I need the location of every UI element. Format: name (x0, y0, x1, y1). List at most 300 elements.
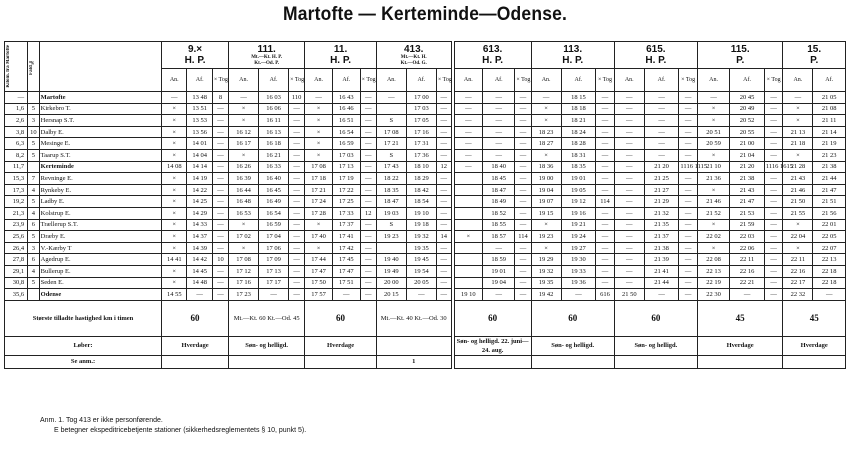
km-cell: 21,3 (5, 207, 28, 219)
time-cell (453, 184, 483, 196)
time-cell: 21 23 (813, 149, 846, 161)
af-col-header: Af. (406, 69, 436, 92)
time-cell: 13 56 (187, 126, 212, 138)
time-cell: 21 14 (813, 126, 846, 138)
time-cell: 1116 1615 (764, 161, 783, 173)
time-cell: × (783, 149, 813, 161)
tog-col-header: × Tog (212, 69, 228, 92)
time-cell: 22 16 (730, 265, 765, 277)
time-cell: 18 42 (406, 184, 436, 196)
time-cell: 21 25 (644, 173, 679, 185)
time-cell: — (614, 115, 644, 127)
af-col-header: Af. (730, 69, 765, 92)
time-cell: 20 49 (730, 103, 765, 115)
time-cell: — (515, 289, 531, 301)
see-note-value (697, 355, 782, 368)
note-1: Anm. 1. Tog 413 er ikke personførende. (40, 417, 163, 424)
time-cell: — (289, 138, 305, 150)
tog-col-header: × Tog (515, 69, 531, 92)
time-cell: 19 42 (531, 289, 561, 301)
time-cell: 21 46 (783, 184, 813, 196)
time-cell: 17 23 (229, 289, 259, 301)
time-cell: 13 51 (187, 103, 212, 115)
time-cell: — (289, 242, 305, 254)
time-cell: — (644, 103, 679, 115)
km-cell: 8,2 (5, 149, 28, 161)
time-cell: 22 05 (813, 231, 846, 243)
time-cell: — (212, 277, 228, 289)
max-speed-value: Mt.—Kt. 60 Kt.—Od. 45 (229, 300, 305, 336)
time-cell: 14 01 (187, 138, 212, 150)
time-cell: — (305, 92, 333, 104)
time-cell: × (162, 138, 187, 150)
time-cell: 14 08 (162, 161, 187, 173)
time-cell: — (515, 92, 531, 104)
time-cell: — (360, 231, 376, 243)
tog-col-header: × Tog (360, 69, 376, 92)
runs-on-value: Hverdage (783, 336, 846, 355)
see-note-value (453, 355, 532, 368)
time-cell: — (212, 173, 228, 185)
time-cell: 16 12 (229, 126, 259, 138)
time-cell: × (162, 207, 187, 219)
time-cell: 14 19 (187, 173, 212, 185)
time-cell: 16 54 (332, 126, 360, 138)
fald-header (28, 42, 40, 92)
time-cell (453, 207, 483, 219)
time-cell: — (730, 289, 765, 301)
time-cell: 17 37 (332, 219, 360, 231)
train-type: Mt.—Kt. H. (400, 54, 427, 60)
time-cell: × (162, 196, 187, 208)
time-cell: — (764, 231, 783, 243)
time-cell: 16 53 (229, 207, 259, 219)
time-cell: — (436, 289, 452, 301)
km-cell: 27,8 (5, 254, 28, 266)
tog-col-header: × Tog (679, 69, 698, 92)
fald-cell: 5 (28, 277, 40, 289)
time-cell: — (162, 92, 187, 104)
time-cell: — (614, 277, 644, 289)
time-cell: 16 59 (259, 219, 289, 231)
train-header (229, 42, 305, 69)
km-cell: 30,8 (5, 277, 28, 289)
time-cell: — (644, 149, 679, 161)
fald-cell: 4 (28, 184, 40, 196)
time-cell: — (515, 207, 531, 219)
time-cell: 18 28 (561, 138, 596, 150)
time-cell: — (453, 126, 483, 138)
runs-on-value: Søn- og helligd. 22. juni—24. aug. (453, 336, 532, 355)
train-number: 115. (730, 44, 750, 55)
time-cell: — (531, 92, 561, 104)
time-cell: 14 55 (162, 289, 187, 301)
time-cell: 16 54 (259, 207, 289, 219)
time-cell: 17 00 (406, 92, 436, 104)
km-cell: 1,6 (5, 103, 28, 115)
time-cell: × (305, 126, 333, 138)
time-cell: 16 39 (229, 173, 259, 185)
time-cell: — (515, 126, 531, 138)
time-cell: — (289, 184, 305, 196)
train-header (453, 42, 532, 69)
time-cell: × (305, 219, 333, 231)
time-cell: 19 29 (531, 254, 561, 266)
table-row (5, 126, 846, 138)
time-cell: 19 30 (561, 254, 596, 266)
time-cell: 21 46 (697, 196, 729, 208)
time-cell: × (162, 149, 187, 161)
time-cell: — (360, 138, 376, 150)
train-type: P. (736, 55, 745, 66)
table-row (5, 265, 846, 277)
time-cell: — (515, 161, 531, 173)
time-cell: 17 05 (406, 115, 436, 127)
af-col-header: Af. (187, 69, 212, 92)
time-cell: — (614, 196, 644, 208)
train-header (305, 42, 377, 69)
fald-cell (28, 289, 40, 301)
station-name: Agedrup E. (39, 254, 161, 266)
time-cell: 20 15 (376, 289, 406, 301)
time-cell: × (783, 103, 813, 115)
station-name: Dalby E. (39, 126, 161, 138)
time-cell: 17 19 (332, 173, 360, 185)
time-cell: × (162, 277, 187, 289)
time-cell: 20 45 (730, 92, 765, 104)
time-cell: — (614, 92, 644, 104)
fald-cell: 3 (28, 115, 40, 127)
time-cell: — (436, 149, 452, 161)
time-cell: 10 (212, 254, 228, 266)
time-cell: — (406, 289, 436, 301)
train-number: 111. (257, 43, 276, 55)
train-header (162, 42, 229, 69)
fald-cell: 3 (28, 242, 40, 254)
runs-on-value (376, 336, 452, 355)
time-cell: — (436, 207, 452, 219)
train-type: H. P. (482, 55, 504, 66)
station-name: Trællerup S.T. (39, 219, 161, 231)
time-cell: — (515, 196, 531, 208)
time-cell: — (289, 196, 305, 208)
time-cell: — (764, 126, 783, 138)
time-cell: — (483, 115, 515, 127)
time-cell: × (162, 184, 187, 196)
time-cell: — (614, 149, 644, 161)
time-cell: 17 41 (332, 231, 360, 243)
time-cell: 19 12 (561, 196, 596, 208)
train-header (697, 42, 782, 69)
time-cell: — (212, 265, 228, 277)
time-cell: — (596, 138, 615, 150)
time-cell: 114 (515, 231, 531, 243)
train-header (376, 42, 452, 69)
an-col-header: An. (531, 69, 561, 92)
time-cell: — (289, 115, 305, 127)
time-cell: 16 21 (259, 149, 289, 161)
time-cell: 21 11 (813, 115, 846, 127)
time-cell: × (162, 126, 187, 138)
time-cell: 17 04 (259, 231, 289, 243)
time-cell: 18 54 (406, 196, 436, 208)
time-cell: × (229, 115, 259, 127)
time-cell: × (162, 231, 187, 243)
table-row (5, 184, 846, 196)
time-cell: × (305, 115, 333, 127)
time-cell: 8 (212, 92, 228, 104)
max-speed-label: Største tilladte hastighed km i timen (5, 300, 162, 336)
time-cell: — (783, 92, 813, 104)
time-cell: 17 31 (406, 138, 436, 150)
time-cell: × (697, 115, 729, 127)
time-cell: — (596, 115, 615, 127)
time-cell: — (360, 219, 376, 231)
time-cell: 19 10 (406, 207, 436, 219)
time-cell: 17 03 (332, 149, 360, 161)
time-cell: — (289, 173, 305, 185)
time-cell: 12 (436, 161, 452, 173)
time-cell: — (212, 184, 228, 196)
time-cell: — (764, 184, 783, 196)
time-cell: 21 55 (783, 207, 813, 219)
time-cell: — (679, 277, 698, 289)
time-cell: — (679, 231, 698, 243)
time-cell: — (212, 289, 228, 301)
time-cell: 17 06 (259, 242, 289, 254)
time-cell: × (162, 103, 187, 115)
time-cell: 21 53 (730, 207, 765, 219)
time-cell: 22 08 (697, 254, 729, 266)
time-cell: — (289, 207, 305, 219)
time-cell: 19 54 (406, 265, 436, 277)
time-cell: 16 44 (229, 184, 259, 196)
note-2: E betegner ekspeditricebetjente stationer (sikkerhedsreglementets § 10, punkt 5). (54, 427, 307, 434)
station-name: Odense (39, 289, 161, 301)
time-cell: — (436, 254, 452, 266)
time-cell: 21 38 (644, 242, 679, 254)
time-cell: × (162, 173, 187, 185)
tog-col-header: × Tog (596, 69, 615, 92)
time-cell: 19 45 (406, 254, 436, 266)
time-cell: 17 25 (332, 196, 360, 208)
time-cell: 14 04 (187, 149, 212, 161)
time-cell: — (289, 149, 305, 161)
time-cell: — (679, 196, 698, 208)
km-cell: 23,9 (5, 219, 28, 231)
time-cell: — (360, 289, 376, 301)
time-cell: 19 35 (406, 242, 436, 254)
time-cell: 18 23 (531, 126, 561, 138)
time-cell: 14 14 (187, 161, 212, 173)
time-cell: — (360, 173, 376, 185)
time-cell: 17 50 (305, 277, 333, 289)
time-cell: — (614, 184, 644, 196)
time-cell: — (453, 103, 483, 115)
timetable (4, 41, 846, 369)
time-cell: — (360, 277, 376, 289)
train-header (531, 42, 614, 69)
time-cell: 18 45 (483, 173, 515, 185)
km-cell: 3,8 (5, 126, 28, 138)
time-cell: 22 18 (813, 265, 846, 277)
time-cell: × (531, 149, 561, 161)
time-cell: 16 18 (259, 138, 289, 150)
time-cell: 21 10 (697, 161, 729, 173)
time-cell: — (764, 103, 783, 115)
time-cell: 12 (360, 207, 376, 219)
time-cell: × (229, 149, 259, 161)
time-cell (453, 277, 483, 289)
time-cell: — (515, 149, 531, 161)
table-row (5, 242, 846, 254)
time-cell: 22 21 (730, 277, 765, 289)
time-cell: — (376, 92, 406, 104)
see-note-value (305, 355, 377, 368)
time-cell: — (483, 138, 515, 150)
train-header (614, 42, 697, 69)
time-cell: × (697, 184, 729, 196)
time-cell: — (212, 231, 228, 243)
time-cell: 16 49 (259, 196, 289, 208)
time-cell: 16 17 (229, 138, 259, 150)
time-cell: 18 22 (376, 173, 406, 185)
tog-col-header: × Tog (436, 69, 452, 92)
time-cell: — (614, 207, 644, 219)
time-cell: — (515, 138, 531, 150)
time-cell: — (483, 126, 515, 138)
time-cell: × (531, 219, 561, 231)
time-cell: × (162, 265, 187, 277)
time-cell: — (453, 115, 483, 127)
an-col-header: An. (376, 69, 406, 92)
time-cell: — (644, 138, 679, 150)
time-cell: — (764, 207, 783, 219)
time-cell: — (212, 149, 228, 161)
time-cell: 14 37 (187, 231, 212, 243)
time-cell: 18 40 (483, 161, 515, 173)
time-cell: 16 40 (259, 173, 289, 185)
table-row (5, 207, 846, 219)
time-cell: × (531, 242, 561, 254)
an-col-header: An. (162, 69, 187, 92)
time-cell (453, 196, 483, 208)
time-cell: — (360, 103, 376, 115)
time-cell: 17 36 (406, 149, 436, 161)
time-cell: 18 59 (483, 254, 515, 266)
af-col-header: Af. (483, 69, 515, 92)
time-cell: 21 27 (644, 184, 679, 196)
time-cell: 17 16 (406, 126, 436, 138)
time-cell: 17 13 (259, 265, 289, 277)
time-cell: — (436, 103, 452, 115)
time-cell: 16 06 (259, 103, 289, 115)
time-cell: — (764, 138, 783, 150)
train-type: H. P. (330, 55, 352, 66)
time-cell: — (764, 196, 783, 208)
time-cell (453, 242, 483, 254)
time-cell: 19 33 (561, 265, 596, 277)
time-cell: — (289, 103, 305, 115)
time-cell: — (764, 289, 783, 301)
time-cell: 18 10 (406, 161, 436, 173)
time-cell: 21 56 (813, 207, 846, 219)
time-cell: 21 36 (697, 173, 729, 185)
time-cell: 22 02 (697, 231, 729, 243)
max-speed-value: 60 (162, 300, 229, 336)
fald-cell: 6 (28, 219, 40, 231)
time-cell: × (229, 219, 259, 231)
km-cell: — (5, 92, 28, 104)
station-name: Kolstrup E. (39, 207, 161, 219)
time-cell: — (483, 242, 515, 254)
time-cell: — (259, 289, 289, 301)
time-cell: — (596, 242, 615, 254)
time-cell: — (212, 103, 228, 115)
time-cell: — (360, 265, 376, 277)
time-cell: 20 52 (730, 115, 765, 127)
see-note-value (614, 355, 697, 368)
train-sub: Kt.—Od. P. (254, 60, 280, 66)
time-cell (453, 265, 483, 277)
time-cell: 21 20 (644, 161, 679, 173)
train-type: P. (810, 55, 819, 66)
time-cell: 17 24 (305, 196, 333, 208)
time-cell: — (614, 231, 644, 243)
time-cell: 19 01 (483, 265, 515, 277)
time-cell: — (679, 184, 698, 196)
time-cell: × (229, 242, 259, 254)
time-cell: — (212, 207, 228, 219)
time-cell: 17 08 (305, 161, 333, 173)
time-cell: 21 50 (783, 196, 813, 208)
time-cell: 16 13 (259, 126, 289, 138)
table-row (5, 92, 846, 104)
km-cell: 29,1 (5, 265, 28, 277)
time-cell: 21 19 (813, 138, 846, 150)
time-cell: 16 48 (229, 196, 259, 208)
train-type: H. P. (184, 55, 206, 66)
time-cell: — (679, 207, 698, 219)
km-cell: 11,7 (5, 161, 28, 173)
time-cell: — (697, 92, 729, 104)
train-mark: × (196, 44, 203, 55)
table-row (5, 219, 846, 231)
time-cell: 14 42 (187, 254, 212, 266)
time-cell: 20 59 (697, 138, 729, 150)
time-cell: — (436, 126, 452, 138)
km-cell: 2,6 (5, 115, 28, 127)
time-cell: — (679, 289, 698, 301)
table-row (5, 103, 846, 115)
time-cell: × (783, 115, 813, 127)
time-cell: 16 26 (229, 161, 259, 173)
runs-on-value: Søn- og helligd. (614, 336, 697, 355)
time-cell: 17 45 (332, 254, 360, 266)
station-name: Ladby E. (39, 196, 161, 208)
time-cell: 22 11 (730, 254, 765, 266)
time-cell: — (289, 126, 305, 138)
time-cell: 18 36 (531, 161, 561, 173)
table-row (5, 277, 846, 289)
fald-cell (28, 92, 40, 104)
time-cell: 22 13 (813, 254, 846, 266)
time-cell: 21 52 (697, 207, 729, 219)
time-cell: 14 39 (187, 242, 212, 254)
table-row (5, 254, 846, 266)
time-cell: — (436, 196, 452, 208)
train-number: 113. (563, 44, 583, 55)
